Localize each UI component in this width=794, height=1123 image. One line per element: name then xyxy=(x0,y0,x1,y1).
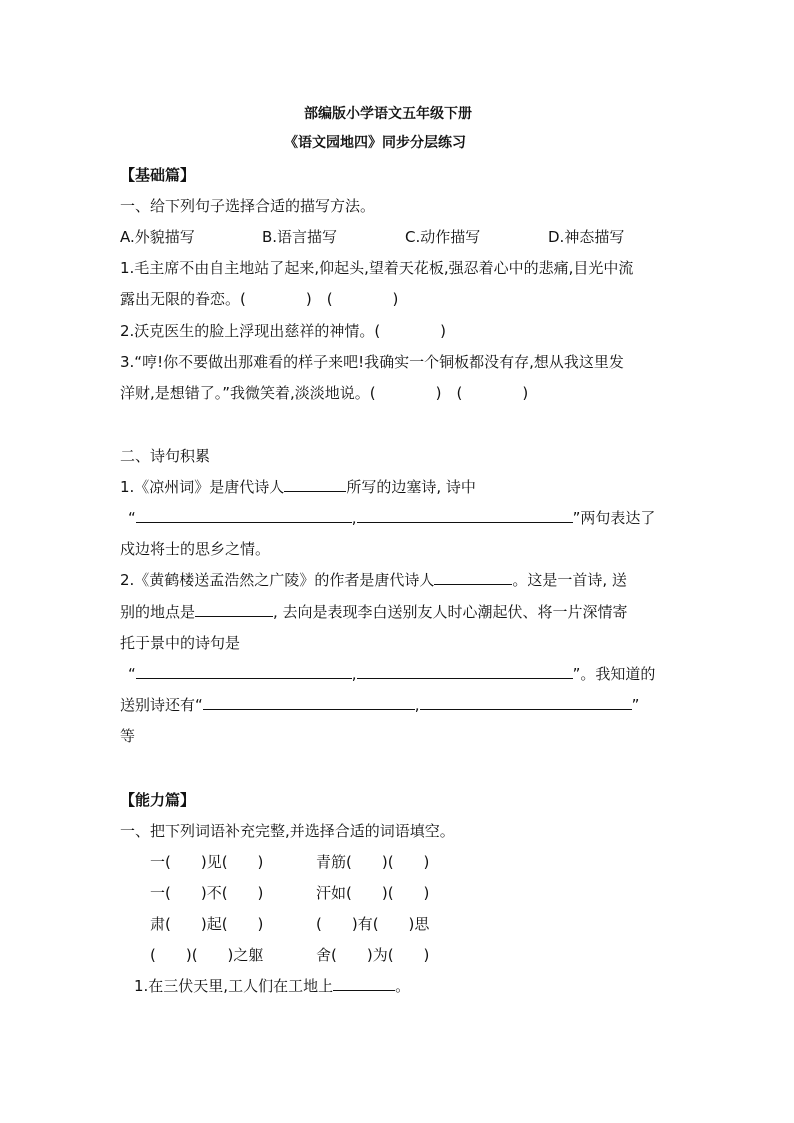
comma: , xyxy=(351,509,357,527)
poem-q2-l2-end: , 去向是表现李白送别友人时心潮起伏、将一片深情寄 xyxy=(273,603,628,621)
verse-blank-4[interactable] xyxy=(357,664,573,679)
fill-sentence-1 xyxy=(134,976,410,996)
question-1-title: 一、给下列句子选择合适的描写方法。 xyxy=(120,197,376,215)
verse-blank-6[interactable] xyxy=(420,695,632,710)
poem-q1-line-1 xyxy=(120,477,476,497)
idiom-5: 肃( )起( ) xyxy=(150,915,264,933)
section-heading-ability: 【能力篇】 xyxy=(120,791,196,809)
option-a: A.外貌描写 xyxy=(120,228,195,246)
poem-q2-line-2 xyxy=(120,602,628,622)
poet-blank-1[interactable] xyxy=(284,477,346,492)
comma: , xyxy=(414,696,420,714)
poem-q2-l5-start: 送别诗还有“ xyxy=(120,696,203,714)
document-subtitle: 《语文园地四》同步分层练习 xyxy=(284,135,466,151)
open-quote: “ xyxy=(128,509,136,527)
document-title: 部编版小学语文五年级下册 xyxy=(304,106,472,122)
poem-q1-line-3: 戍边将士的思乡之情。 xyxy=(120,540,271,558)
option-c: C.动作描写 xyxy=(405,228,481,246)
poet-blank-2[interactable] xyxy=(434,570,512,585)
idiom-3: 一( )不( ) xyxy=(150,884,264,902)
place-blank[interactable] xyxy=(195,602,273,617)
ability-question-1-title: 一、把下列词语补充完整,并选择合适的词语填空。 xyxy=(120,822,455,840)
sentence-3-line-1: 3.“哼!你不要做出那难看的样子来吧!我确实一个铜板都没有存,想从我这里发 xyxy=(120,353,624,371)
verse-blank-3[interactable] xyxy=(136,664,352,679)
idiom-7: ( )( )之躯 xyxy=(150,946,264,964)
sentence-2: 2.沃克医生的脸上浮现出慈祥的神情。( ) xyxy=(120,322,447,340)
poem-q1-text-end: 所写的边塞诗, 诗中 xyxy=(346,478,476,496)
fill-sentence-1-end: 。 xyxy=(395,977,411,995)
verse-blank-2[interactable] xyxy=(357,508,573,523)
section-heading-basic: 【基础篇】 xyxy=(120,166,196,184)
close-quote: ” xyxy=(631,696,640,714)
poem-q2-text-start: 2.《黄鹤楼送孟浩然之广陵》的作者是唐代诗人 xyxy=(120,571,435,589)
sentence-3-line-2: 洋财,是想错了。”我微笑着,淡淡地说。( ) ( ) xyxy=(120,384,529,402)
fill-blank-1[interactable] xyxy=(333,976,395,991)
poem-q2-line-4 xyxy=(128,664,655,684)
poem-q2-l2-start: 别的地点是 xyxy=(120,603,196,621)
fill-sentence-1-start: 1.在三伏天里,工人们在工地上 xyxy=(134,977,334,995)
verse-blank-5[interactable] xyxy=(203,695,415,710)
poem-q2-line-1 xyxy=(120,570,627,590)
poem-q2-line-6: 等 xyxy=(120,727,136,745)
poem-q2-line-5 xyxy=(120,695,639,715)
option-d: D.神态描写 xyxy=(548,228,625,246)
idiom-1: 一( )见( ) xyxy=(150,853,264,871)
poem-q2-line-3: 托于景中的诗句是 xyxy=(120,634,241,652)
idiom-8: 舍( )为( ) xyxy=(316,946,430,964)
comma: , xyxy=(351,665,357,683)
sentence-1-line-1: 1.毛主席不由自主地站了起来,仰起头,望着天花板,强忍着心中的悲痛,目光中流 xyxy=(120,259,634,277)
poem-q1-close: ”两句表达了 xyxy=(572,509,656,527)
poem-q2-close: ”。我知道的 xyxy=(572,665,656,683)
poem-q2-text-end: 。这是一首诗, 送 xyxy=(512,571,627,589)
sentence-1-line-2: 露出无限的眷恋。( ) ( ) xyxy=(120,290,399,308)
question-2-title: 二、诗句积累 xyxy=(120,447,211,465)
idiom-4: 汗如( )( ) xyxy=(316,884,430,902)
idiom-6: ( )有( )思 xyxy=(316,915,430,933)
idiom-2: 青筋( )( ) xyxy=(316,853,430,871)
option-b: B.语言描写 xyxy=(262,228,338,246)
poem-q1-text-start: 1.《凉州词》是唐代诗人 xyxy=(120,478,285,496)
open-quote: “ xyxy=(128,665,136,683)
poem-q1-line-2 xyxy=(128,508,655,528)
verse-blank-1[interactable] xyxy=(136,508,352,523)
